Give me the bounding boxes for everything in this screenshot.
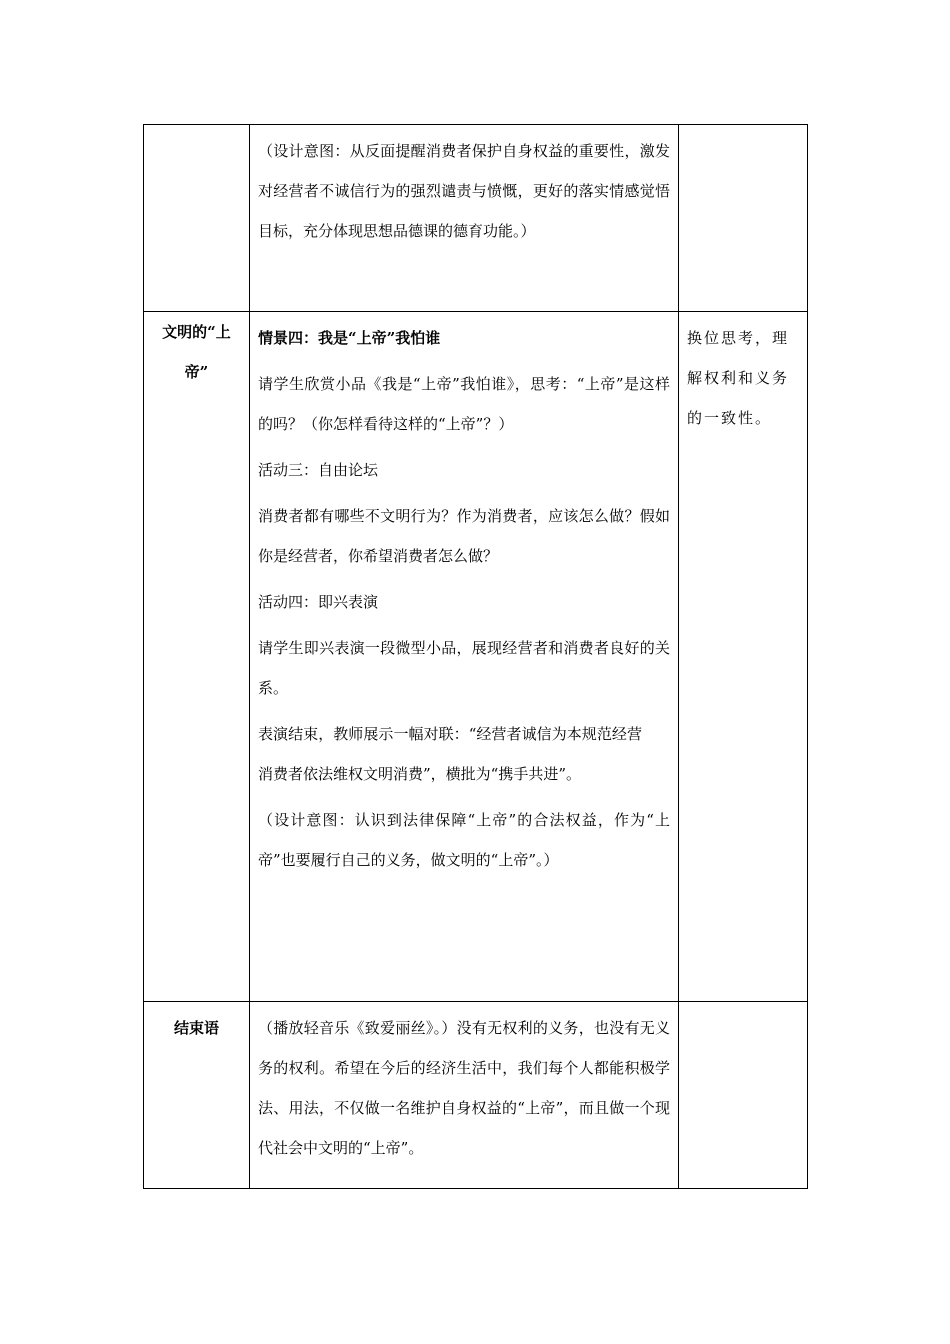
activity-title: 活动四：即兴表演	[258, 593, 379, 611]
row-label-cell	[144, 125, 250, 312]
couplet-first: 表演结束，教师展示一幅对联：“经营者诚信为本规范经营	[258, 725, 642, 743]
section-label: 文明的“上帝”	[162, 323, 231, 381]
note-cell	[679, 312, 808, 1002]
lesson-plan-table	[143, 124, 808, 1189]
scenario-heading: 情景四：我是“上帝”我怕谁	[258, 329, 441, 347]
closing-paragraph: （播放轻音乐《致爱丽丝》。）没有无权利的义务，也没有无义务的权利。希望在今后的经济生活中，我们每个人都能积极学法、用法，不仅做一名维护自身权益的“上帝”，而且做一个现代社会中文明的“上帝”。	[258, 1019, 670, 1157]
couplet-paragraph	[258, 714, 670, 794]
table-row	[144, 1002, 808, 1189]
content-cell	[250, 312, 679, 1002]
note-cell	[679, 125, 808, 312]
activity-title: 活动三：自由论坛	[258, 461, 379, 479]
row-label-cell	[144, 1002, 250, 1189]
couplet-second: 消费者依法维权文明消费”，横批为“携手共进”。	[258, 765, 582, 783]
section-label: 结束语	[173, 1019, 219, 1037]
table-row	[144, 312, 808, 1002]
teaching-note: 换位思考，理解权利和义务的一致性。	[687, 329, 790, 427]
design-intent-paragraph: （设计意图：认识到法律保障“上帝”的合法权益，作为“上帝”也要履行自己的义务，做文明的“上帝”。）	[258, 811, 670, 869]
note-cell	[679, 1002, 808, 1189]
content-cell	[250, 125, 679, 312]
content-cell	[250, 1002, 679, 1189]
paragraph: 消费者都有哪些不文明行为？作为消费者，应该怎么做？假如你是经营者，你希望消费者怎么做？	[258, 507, 670, 565]
paragraph: 请学生欣赏小品《我是“上帝”我怕谁》，思考：“上帝”是这样的吗？（你怎样看待这样的“上帝”？）	[258, 375, 670, 433]
table-row	[144, 125, 808, 312]
design-intent-paragraph: （设计意图：从反面提醒消费者保护自身权益的重要性，激发对经营者不诚信行为的强烈谴责与愤慨，更好的落实情感觉悟目标，充分体现思想品德课的德育功能。）	[258, 142, 670, 240]
row-label-cell	[144, 312, 250, 1002]
paragraph: 请学生即兴表演一段微型小品，展现经营者和消费者良好的关系。	[258, 639, 670, 697]
